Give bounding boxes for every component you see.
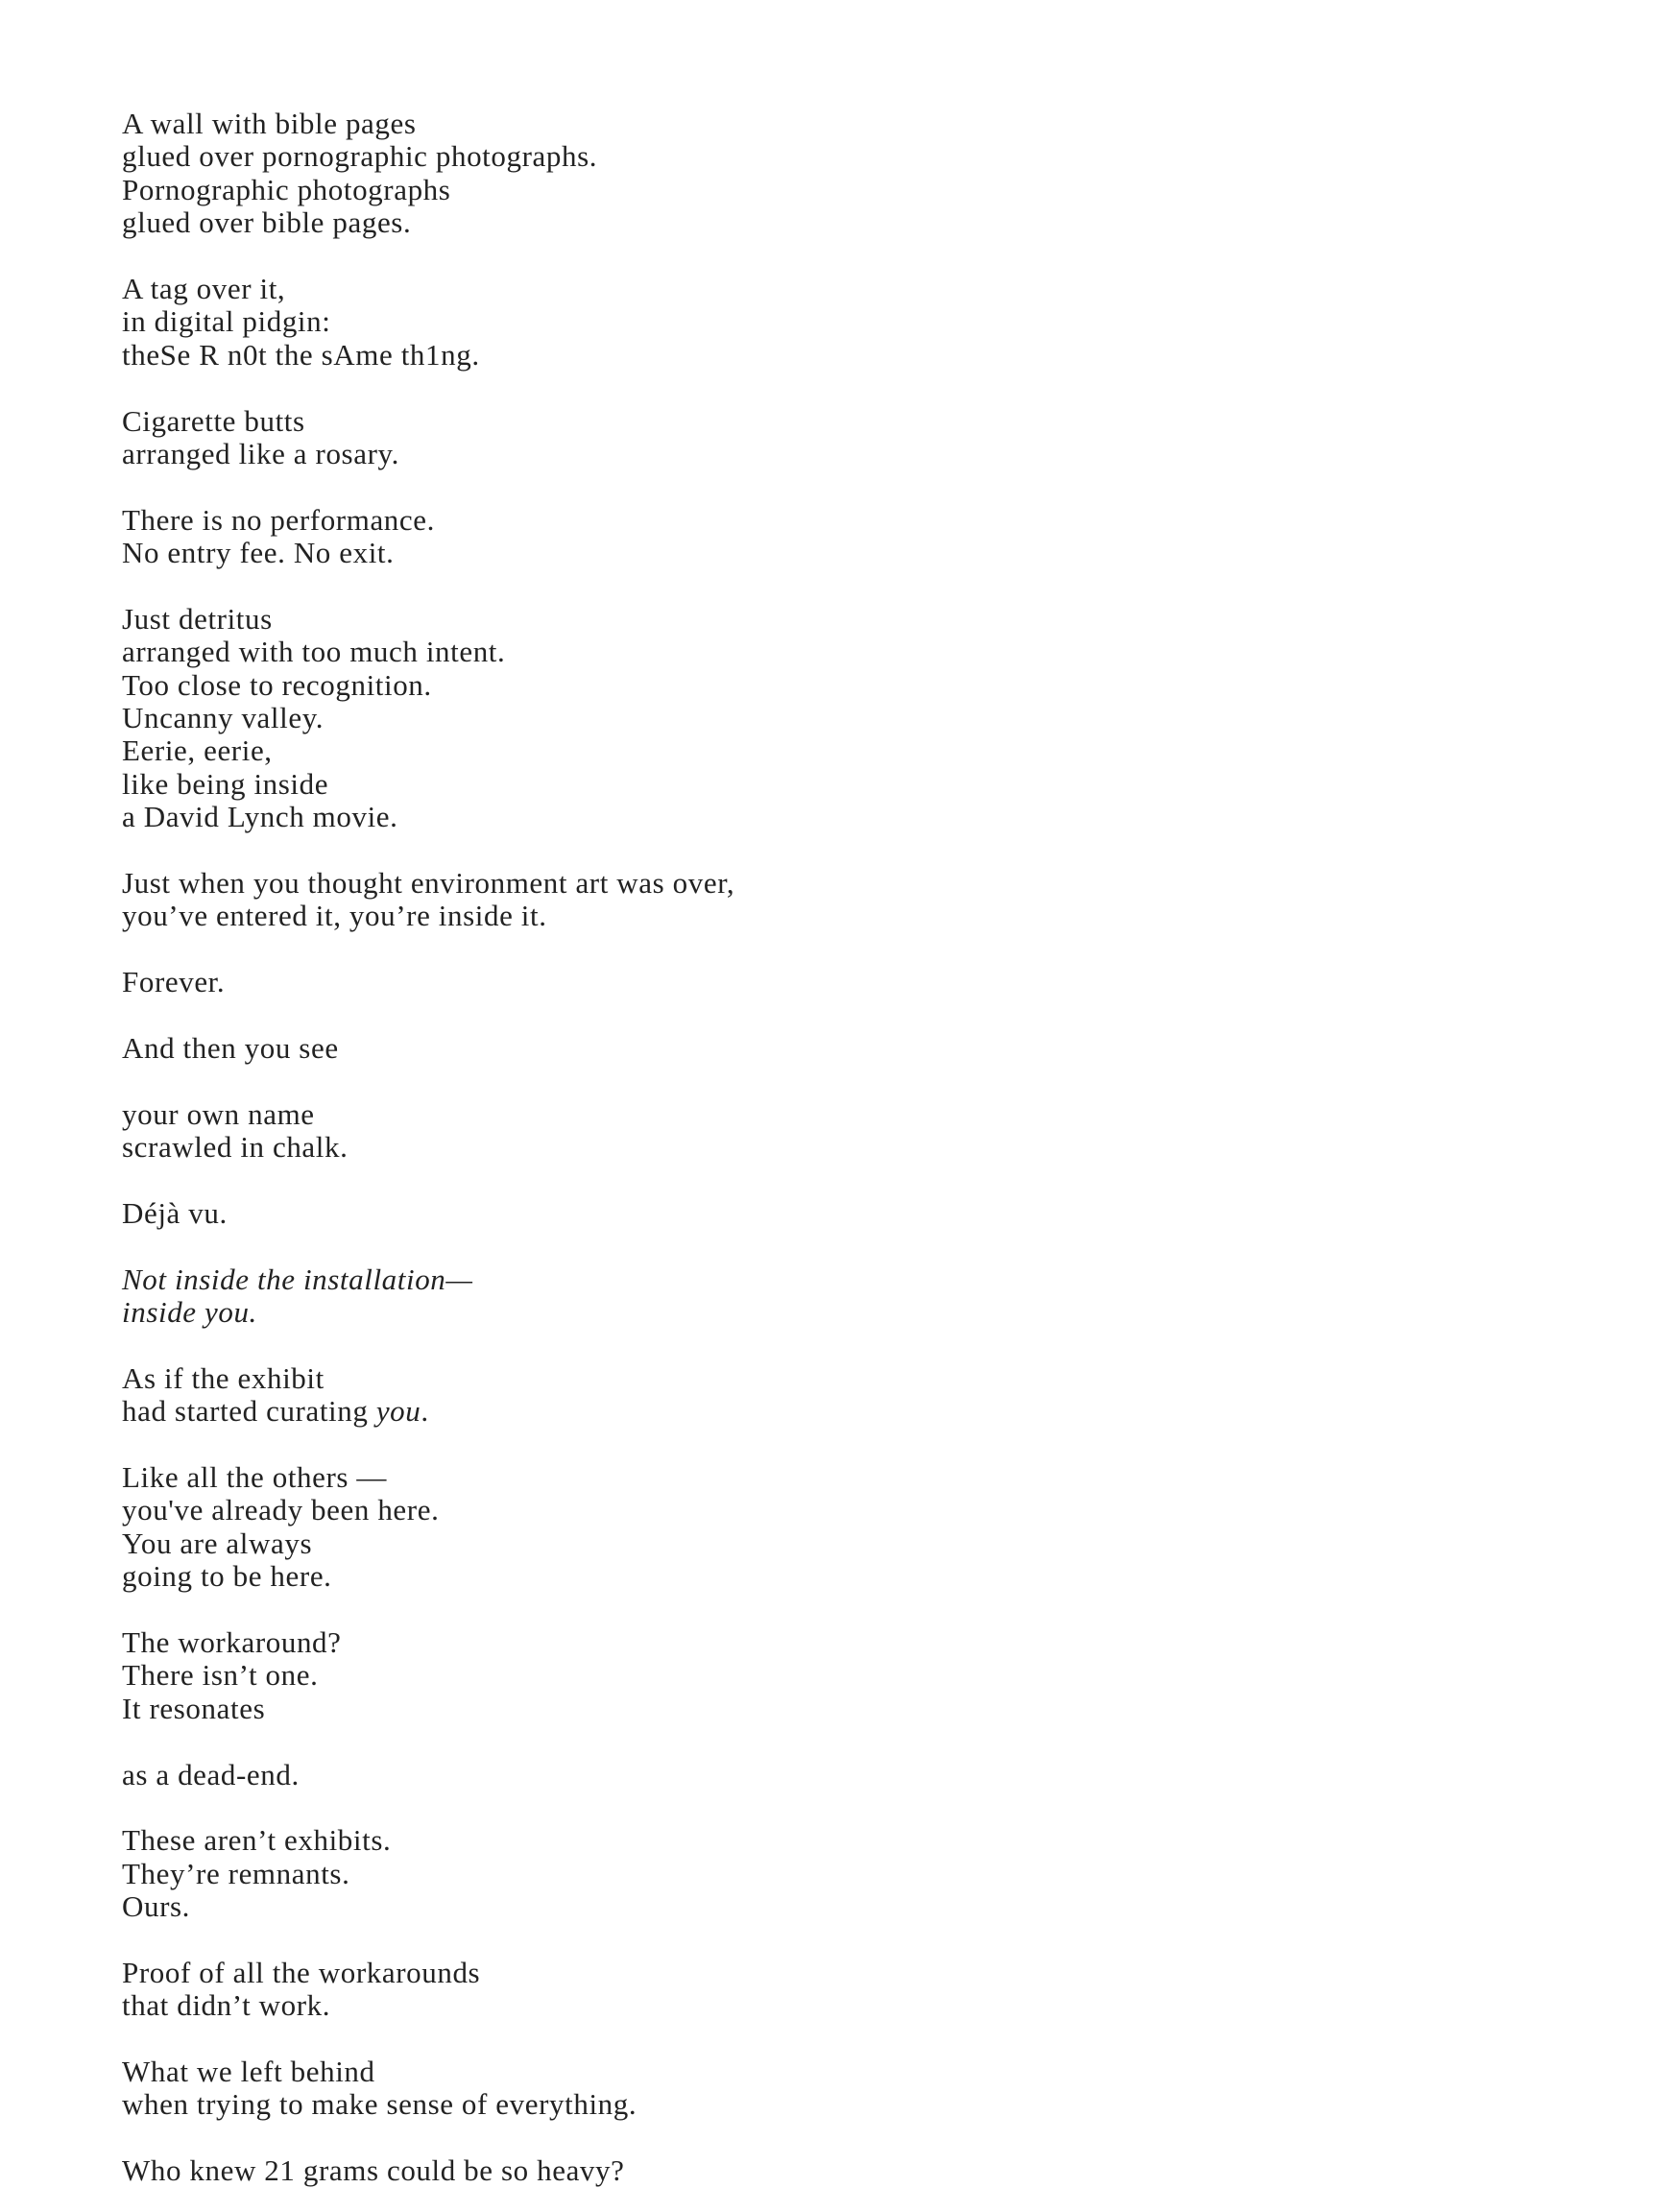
poem-line: What we left behind (122, 2055, 375, 2089)
poem-line: Who knew 21 grams could be so heavy? (122, 2153, 625, 2188)
stanza-break (122, 999, 1562, 1032)
stanza-break (122, 1791, 1562, 1824)
stanza-break (122, 240, 1562, 273)
poem-line: These aren’t exhibits. (122, 1823, 392, 1858)
stanza-break (122, 2122, 1562, 2154)
poem-line: Ours. (122, 1889, 191, 1924)
emphasis-you: you (375, 1394, 421, 1429)
poem-line-text: had started curating (122, 1394, 369, 1429)
stanza-break (122, 1923, 1562, 1956)
poem-line: Like all the others — (122, 1460, 388, 1495)
poem-line: And then you see (122, 1030, 339, 1065)
poem-line: a David Lynch movie. (122, 800, 398, 834)
poem-line: that didn’t work. (122, 1988, 331, 2023)
poem-line: Cigarette butts (122, 403, 305, 438)
poem-line: you've already been here. (122, 1493, 440, 1527)
poem-line: You are always (122, 1526, 313, 1560)
poem-line: Déjà vu. (122, 1195, 228, 1230)
poem-line: No entry fee. No exit. (122, 536, 395, 570)
poem-line: as a dead-end. (122, 1757, 300, 1791)
poem-line (122, 1395, 1562, 1428)
stanza-break (122, 834, 1562, 867)
poem-line: Too close to recognition. (122, 667, 432, 702)
poem-line: They’re remnants. (122, 1856, 350, 1890)
poem-line: There isn’t one. (122, 1658, 319, 1693)
poem-line: There is no performance. (122, 502, 435, 537)
poem-line: Just detritus (122, 601, 273, 636)
poem-line: Pornographic photographs (122, 172, 451, 206)
poem-line: It resonates (122, 1691, 266, 1725)
poem-line: glued over pornographic photographs. (122, 139, 598, 174)
stanza-break (122, 1165, 1562, 1197)
poem-line: when trying to make sense of everything. (122, 2087, 637, 2122)
stanza-break (122, 1725, 1562, 1758)
poem-line: glued over bible pages. (122, 205, 412, 240)
poem-line: theSe R n0t the sAme th1ng. (122, 337, 480, 372)
poem-line: Eerie, eerie, (122, 733, 273, 768)
poem-line: A wall with bible pages (122, 107, 417, 140)
poem-line: arranged with too much intent. (122, 635, 506, 669)
poem-line: like being inside (122, 766, 329, 801)
stanza-break (122, 569, 1562, 602)
poem-line-italic: Not inside the installation— (122, 1262, 473, 1296)
poem-line-punctuation: . (421, 1394, 429, 1429)
poem-line: your own name (122, 1096, 315, 1131)
stanza-break (122, 1594, 1562, 1626)
poem-line: Forever. (122, 965, 226, 999)
poem-line: Just when you thought environment art was over, (122, 865, 735, 900)
poem-line: Uncanny valley. (122, 701, 325, 735)
stanza-break (122, 1065, 1562, 1097)
poem-line: arranged like a rosary. (122, 436, 399, 470)
stanza-break (122, 1429, 1562, 1461)
poem-line: As if the exhibit (122, 1360, 325, 1395)
stanza-break (122, 372, 1562, 404)
poem (122, 108, 1562, 2188)
stanza-break (122, 2023, 1562, 2056)
stanza-break (122, 1230, 1562, 1262)
poem-line-italic: inside you. (122, 1295, 257, 1330)
poem-line: you’ve entered it, you’re inside it. (122, 899, 547, 933)
poem-line: The workaround? (122, 1624, 342, 1659)
stanza-break (122, 933, 1562, 966)
poem-line: scrawled in chalk. (122, 1130, 349, 1165)
poem-line: in digital pidgin: (122, 304, 331, 339)
poem-line: Proof of all the workarounds (122, 1955, 481, 1989)
stanza-break (122, 1329, 1562, 1361)
poem-line: going to be here. (122, 1559, 332, 1594)
stanza-break (122, 470, 1562, 503)
poem-line: A tag over it, (122, 271, 286, 305)
